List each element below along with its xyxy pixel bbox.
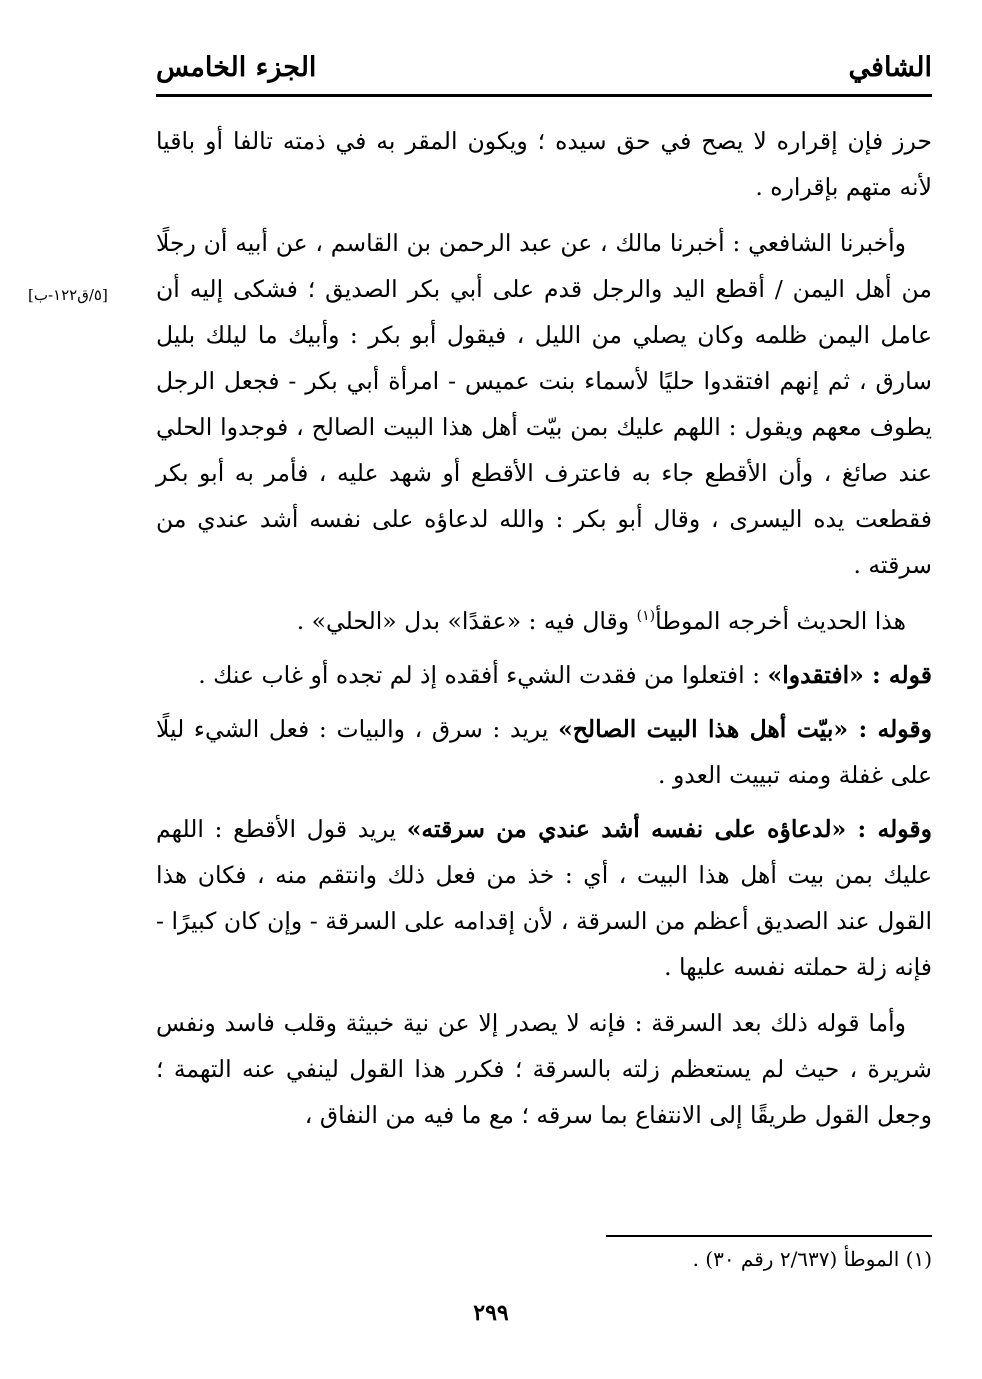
paragraph-7: وأما قوله ذلك بعد السرقة : فإنه لا يصدر إلا عن نية خبيثة وقلب فاسد ونفس شريرة ، حيث لم يستعظم زلته بالسرقة ؛ فكرر هذا القول لينفي عنه التهمة ؛ وجعل القول طريقًا إلى الانتفاع بما سرقه ؛ مع ما فيه من النفاق ، bbox=[156, 1009, 932, 1129]
book-title: الشافي bbox=[848, 52, 932, 83]
paragraph-3-text: هذا الحديث أخرجه الموطأ bbox=[655, 607, 906, 635]
commentary-lead: وقوله : «لدعاؤه على نفسه أشد عندي من سرقته» bbox=[406, 815, 932, 843]
paragraph-2: وأخبرنا الشافعي : أخبرنا مالك ، عن عبد الرحمن بن القاسم ، عن أبيه أن رجلًا من أهل اليمن / أقطع اليد والرجل قدم على أبي بكر الصديق ؛ فشكى إليه أن عامل اليمن ظلمه وكان يصلي من الليل ، فيقول أبو بكر : وأبيك ما ليلك بليل سارق ، ثم إنهم افتقدوا حليًا لأسماء بنت عميس - امرأة أبي بكر - فجعل الرجل يطوف معهم ويقول : اللهم عليك بمن بيّت أهل هذا البيت الصالح ، فوجدوا الحلي عند صائغ ، وأن الأقطع جاء به فاعترف الأقطع أو شهد عليه ، فأمر به أبو بكر فقطعت يده اليسرى ، وقال أبو بكر : والله لدعاؤه على نفسه أشد عندي من سرقته . bbox=[156, 229, 932, 579]
page-header bbox=[156, 52, 932, 92]
footnote: (١) الموطأ (٢/٦٣٧ رقم ٣٠) . bbox=[692, 1247, 932, 1271]
commentary-lead: قوله : «افتقدوا» bbox=[767, 661, 932, 689]
commentary-lead: وقوله : «بيّت أهل هذا البيت الصالح» bbox=[558, 715, 933, 743]
paragraph-3-continuation: وقال فيه : «عقدًا» بدل «الحلي» . bbox=[296, 607, 637, 635]
page-number: ٢٩٩ bbox=[473, 1300, 509, 1326]
paragraph-3 bbox=[156, 598, 932, 644]
commentary-text: : افتعلوا من فقدت الشيء أفقده إذ لم تجده أو غاب عنك . bbox=[198, 661, 768, 689]
paragraph-4 bbox=[156, 652, 932, 698]
footnote-reference[interactable]: (١) bbox=[636, 608, 656, 625]
volume-title: الجزء الخامس bbox=[156, 52, 317, 83]
paragraph-6 bbox=[156, 806, 932, 990]
header-divider bbox=[156, 94, 932, 97]
paragraph-1: حرز فإن إقراره لا يصح في حق سيده ؛ ويكون المقر به في ذمته تالفا أو باقيا لأنه متهم بإقراره . bbox=[156, 127, 932, 201]
paragraph-5 bbox=[156, 706, 932, 798]
commentary-text: يريد قول الأقطع : اللهم عليك بمن بيت أهل هذا البيت ، أي : خذ من فعل ذلك وانتقم منه ، فكان هذا القول عند الصديق أعظم من السرقة ، لأن إقدامه على السرقة - وإن كان كبيرًا - فإنه زلة حملته نفسه عليها . bbox=[156, 815, 932, 981]
main-text bbox=[156, 118, 932, 1146]
manuscript-folio-note: [٥/ق١٢٢-ب] bbox=[28, 286, 108, 304]
commentary-text: يريد : سرق ، والبيات : فعل الشيء ليلًا على غفلة ومنه تبييت العدو . bbox=[156, 715, 932, 789]
footnote-divider bbox=[606, 1235, 932, 1237]
